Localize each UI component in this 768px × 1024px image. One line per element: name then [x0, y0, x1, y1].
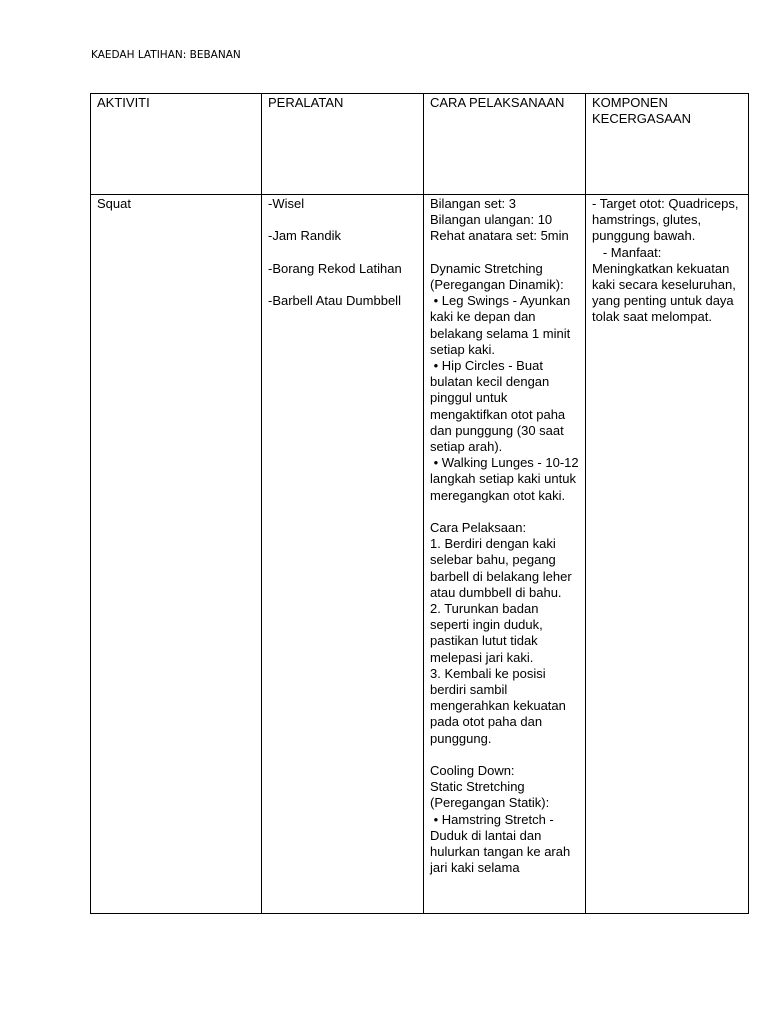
dynamic-stretching-title: Dynamic Stretching (Peregangan Dinamik):	[430, 260, 564, 292]
header-cara-pelaksanaan: CARA PELAKSANAAN	[424, 94, 586, 195]
dynamic-item: • Walking Lunges - 10-12 langkah setiap kaki untuk meregangkan otot kaki.	[430, 455, 583, 503]
execution-title: Cara Pelaksaan:	[430, 520, 527, 536]
header-peralatan: PERALATAN	[262, 94, 424, 195]
activity-cell: Squat	[91, 195, 262, 914]
method-cell	[424, 195, 586, 914]
header-aktiviti: AKTIVITI	[91, 94, 262, 195]
dynamic-item: • Leg Swings - Ayunkan kaki ke depan dan belakang selama 1 minit setiap kaki.	[430, 293, 574, 357]
cooldown-title: Cooling Down:	[430, 763, 515, 779]
reps-text: Bilangan ulangan: 10	[430, 212, 553, 228]
benefit-text: Meningkatkan kekuatan kaki secara keseluruhan, yang penting untuk daya tolak saat melompat.	[592, 260, 740, 325]
execution-step: 3. Kembali ke posisi berdiri sambil mengerahkan kekuatan pada otot paha dan punggung.	[430, 665, 570, 746]
benefit-label: - Manfaat:	[592, 244, 662, 260]
target-muscles-text: - Target otot: Quadriceps, hamstrings, glutes, punggung bawah.	[592, 196, 743, 244]
training-plan-table	[90, 93, 749, 914]
header-komponen-kecergasaan: KOMPONEN KECERGASAAN	[586, 94, 749, 195]
fitness-component-cell	[586, 195, 749, 914]
document-heading: KAEDAH LATIHAN: BEBANAN	[91, 49, 241, 61]
table-row	[91, 195, 749, 914]
equipment-cell	[262, 195, 424, 914]
execution-step: 1. Berdiri dengan kaki selebar bahu, pegang barbell di belakang leher atau dumbbell di bahu.	[430, 536, 576, 600]
sets-text: Bilangan set: 3	[430, 196, 517, 211]
equipment-item: -Jam Randik	[268, 228, 341, 244]
paragraph-gap	[430, 747, 579, 763]
paragraph-gap	[430, 504, 579, 520]
static-item: • Hamstring Stretch - Duduk di lantai dan hulurkan tangan ke arah jari kaki selama	[430, 811, 574, 876]
rest-text: Rehat anatara set: 5min	[430, 228, 569, 244]
equipment-item: -Barbell Atau Dumbbell	[268, 293, 401, 309]
equipment-item: -Wisel	[268, 196, 305, 211]
execution-step: 2. Turunkan badan seperti ingin duduk, pastikan lutut tidak melepasi jari kaki.	[430, 601, 547, 665]
table-header-row	[91, 94, 749, 195]
equipment-item: -Borang Rekod Latihan	[268, 260, 402, 276]
dynamic-item: • Hip Circles - Buat bulatan kecil dengan pinggul untuk mengaktifkan otot paha dan punggung (30 saat setiap arah).	[430, 358, 569, 455]
paragraph-gap	[430, 245, 579, 261]
static-stretching-title: Static Stretching (Peregangan Statik):	[430, 779, 550, 811]
